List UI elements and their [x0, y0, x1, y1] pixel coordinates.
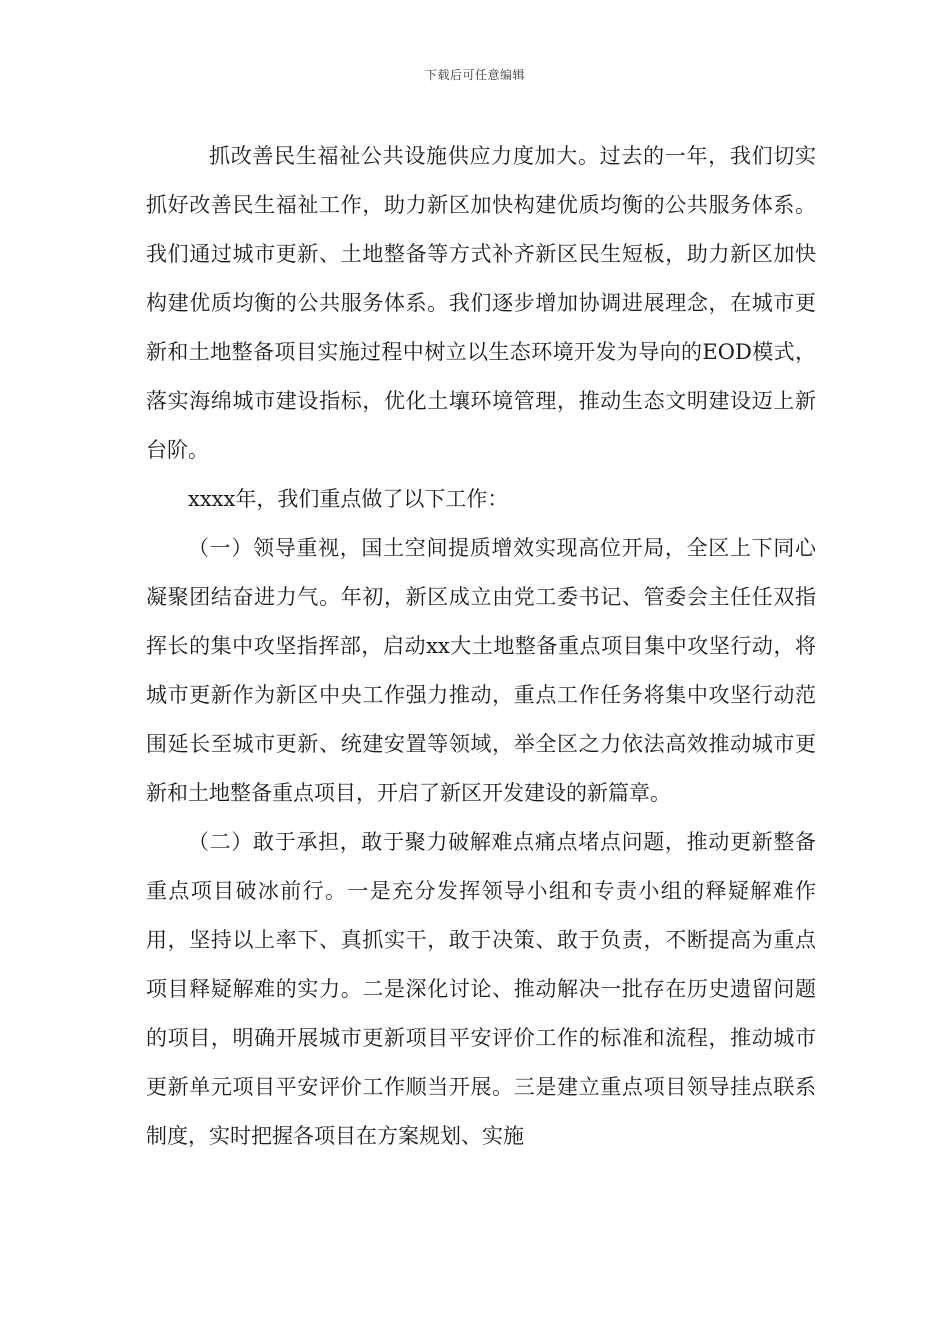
page-header: 下载后可任意编辑 [424, 68, 525, 82]
paragraph-item-one: （一）领导重视，国土空间提质增效实现高位开局，全区上下同心凝聚团结奋进力气。年初，新区成立由党工委书记、管委会主任任双指挥长的集中攻坚指挥部，启动xx大土地整备重点项目集中攻坚行动，将城市更新作为新区中央工作强力推动，重点工作任务将集中攻坚行动范围延长至城市更新、统建安置等领域，举全区之力依法高效推动城市更新和土地整备重点项目，开启了新区开发建设的新篇章。 [146, 536, 816, 805]
paragraph-item-two: （二）敢于承担，敢于聚力破解难点痛点堵点问题，推动更新整备重点项目破冰前行。一是充分发挥领导小组和专责小组的释疑解难作用，坚持以上率下、真抓实干，敢于决策、敢于负责，不断提高为重点项目释疑解难的实力。二是深化讨论、推动解决一批存在历史遗留问题的项目，明确开展城市更新项目平安评价工作的标准和流程，推动城市更新单元项目平安评价工作顺当开展。三是建立重点项目领导挂点联系制度，实时把握各项目在方案规划、实施 [146, 830, 816, 1148]
paragraph-intro: 抓改善民生福祉公共设施供应力度加大。过去的一年，我们切实抓好改善民生福祉工作，助力新区加快构建优质均衡的公共服务体系。我们通过城市更新、土地整备等方式补齐新区民生短板，助力新区加快构建优质均衡的公共服务体系。我们逐步增加协调进展理念，在城市更新和土地整备项目实施过程中树立以生态环境开发为导向的EOD模式，落实海绵城市建设指标，优化土壤环境管理，推动生态文明建设迈上新台阶。 [146, 144, 816, 462]
document-body [146, 132, 816, 1161]
paragraph-summary: xxxx年，我们重点做了以下工作： [188, 487, 509, 511]
